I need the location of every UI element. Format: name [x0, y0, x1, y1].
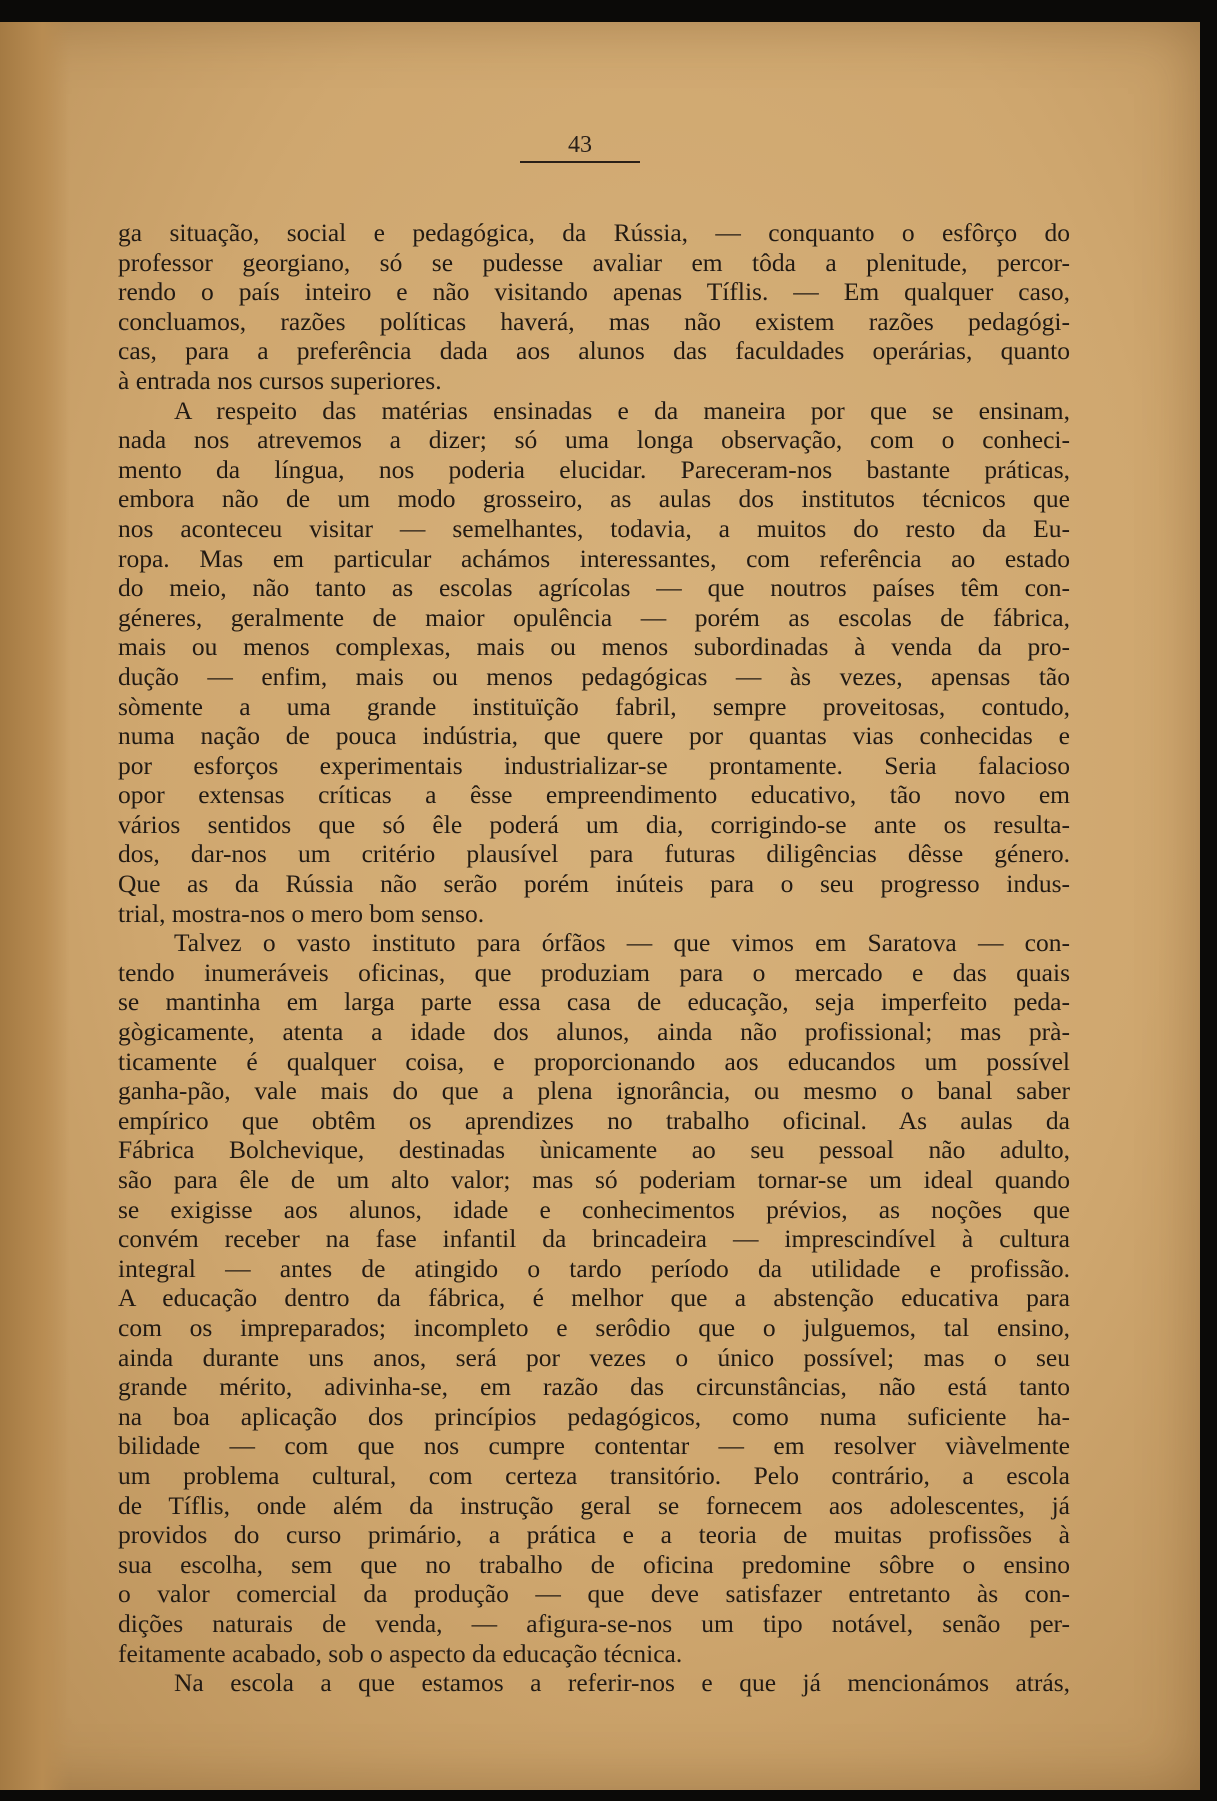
- text-line: integral — antes de atingido o tardo período da utilidade e profissão.: [118, 1253, 1070, 1283]
- text-line: do meio, não tanto as escolas agrícolas — que noutros países têm con-: [118, 573, 1070, 603]
- page-spine-shadow: [0, 22, 70, 1790]
- text-line: mais ou menos complexas, mais ou menos subordinadas à venda da pro-: [118, 632, 1070, 662]
- text-line: nos aconteceu visitar — semelhantes, todavia, a muitos do resto da Eu-: [118, 513, 1070, 543]
- text-line: Talvez o vasto instituto para órfãos — que vimos em Saratova — con-: [174, 928, 1070, 958]
- text-line: ga situação, social e pedagógica, da Rússia, — conquanto o esfôrço do: [118, 218, 1070, 247]
- text-line: dos, dar-nos um critério plausível para futuras diligências dêsse género.: [118, 839, 1070, 869]
- text-line: A educação dentro da fábrica, é melhor que a abstenção educativa para: [118, 1283, 1070, 1313]
- text-line: sòmente a uma grande instituïção fabril, sempre proveitosas, contudo,: [118, 691, 1070, 721]
- text-line: se exigisse aos alunos, idade e conhecimentos prévios, as noções que: [118, 1194, 1070, 1224]
- text-line: nada nos atrevemos a dizer; só uma longa observação, com o conheci-: [118, 425, 1070, 455]
- text-line: professor georgiano, só se pudesse avaliar em tôda a plenitude, percor-: [118, 247, 1070, 277]
- text-line: vários sentidos que só êle poderá um dia, corrigindo-se ante os resulta-: [118, 809, 1070, 839]
- text-line: géneres, geralmente de maior opulência — porém as escolas de fábrica,: [118, 602, 1070, 632]
- text-line: Na escola a que estamos a referir-nos e que já mencionámos atrás,: [174, 1668, 1070, 1698]
- text-line: convém receber na fase infantil da brincadeira — imprescindível à cultura: [118, 1224, 1070, 1254]
- text-line: Que as da Rússia não serão porém inúteis para o seu progresso indus-: [118, 869, 1070, 899]
- text-line: trial, mostra-nos o mero bom senso.: [118, 898, 485, 928]
- text-line: ainda durante uns anos, será por vezes o único possível; mas o seu: [118, 1342, 1070, 1372]
- text-line: empírico que obtêm os aprendizes no trabalho oficinal. As aulas da: [118, 1105, 1070, 1135]
- text-line: o valor comercial da produção — que deve satisfazer entretanto às con-: [118, 1579, 1070, 1609]
- text-line: concluamos, razões políticas haverá, mas não existem razões pedagógi-: [118, 306, 1070, 336]
- text-line: com os impreparados; incompleto e serôdio que o julguemos, tal ensino,: [118, 1312, 1070, 1342]
- text-line: gògicamente, atenta a idade dos alunos, ainda não profissional; mas prà-: [118, 1017, 1070, 1047]
- text-line: rendo o país inteiro e não visitando apenas Tíflis. — Em qualquer caso,: [118, 277, 1070, 307]
- text-line: são para êle de um alto valor; mas só poderiam tornar-se um ideal quando: [118, 1165, 1070, 1194]
- text-line: providos do curso primário, a prática e a teoria de muitas profissões à: [118, 1520, 1070, 1550]
- text-line: à entrada nos cursos superiores.: [118, 365, 442, 395]
- body-text: [118, 218, 1070, 1698]
- text-line: ropa. Mas em particular achámos interessantes, com referência ao estado: [118, 543, 1070, 573]
- text-line: sua escolha, sem que no trabalho de oficina predomine sôbre o ensino: [118, 1549, 1070, 1579]
- book-page: [0, 22, 1200, 1790]
- text-line: bilidade — com que nos cumpre contentar — em resolver viàvelmente: [118, 1431, 1070, 1461]
- text-line: se mantinha em larga parte essa casa de educação, seja imperfeito peda-: [118, 987, 1070, 1017]
- text-line: ganha-pão, vale mais do que a plena ignorância, ou mesmo o banal saber: [118, 1076, 1070, 1106]
- text-line: por esforços experimentais industrializar-se prontamente. Seria falacioso: [118, 750, 1070, 780]
- text-line: na boa aplicação dos princípios pedagógicos, como numa suficiente ha-: [118, 1401, 1070, 1431]
- text-line: opor extensas críticas a êsse empreendimento educativo, tão novo em: [118, 780, 1070, 810]
- text-line: mento da língua, nos poderia elucidar. Pareceram-nos bastante práticas,: [118, 454, 1070, 484]
- text-line: embora não de um modo grosseiro, as aulas dos institutos técnicos que: [118, 484, 1070, 514]
- text-line: numa nação de pouca indústria, que quere por quantas vias conhecidas e: [118, 721, 1070, 751]
- text-line: grande mérito, adivinha-se, em razão das circunstâncias, não está tanto: [118, 1372, 1070, 1402]
- text-line: dições naturais de venda, — afigura-se-nos um tipo notável, senão per-: [118, 1608, 1070, 1638]
- text-line: A respeito das matérias ensinadas e da maneira por que se ensinam,: [174, 395, 1070, 425]
- text-line: ticamente é qualquer coisa, e proporcionando aos educandos um possível: [118, 1046, 1070, 1076]
- page-number: 43: [520, 132, 640, 163]
- text-line: tendo inumeráveis oficinas, que produziam para o mercado e das quais: [118, 957, 1070, 987]
- text-line: cas, para a preferência dada aos alunos das faculdades operárias, quanto: [118, 336, 1070, 366]
- text-line: Fábrica Bolchevique, destinadas ùnicamente ao seu pessoal não adulto,: [118, 1135, 1070, 1165]
- text-line: de Tíflis, onde além da instrução geral se fornecem aos adolescentes, já: [118, 1490, 1070, 1520]
- text-line: dução — enfim, mais ou menos pedagógicas — às vezes, apensas tão: [118, 661, 1070, 691]
- text-line: feitamente acabado, sob o aspecto da educação técnica.: [118, 1638, 683, 1668]
- text-line: um problema cultural, com certeza transitório. Pelo contrário, a escola: [118, 1460, 1070, 1490]
